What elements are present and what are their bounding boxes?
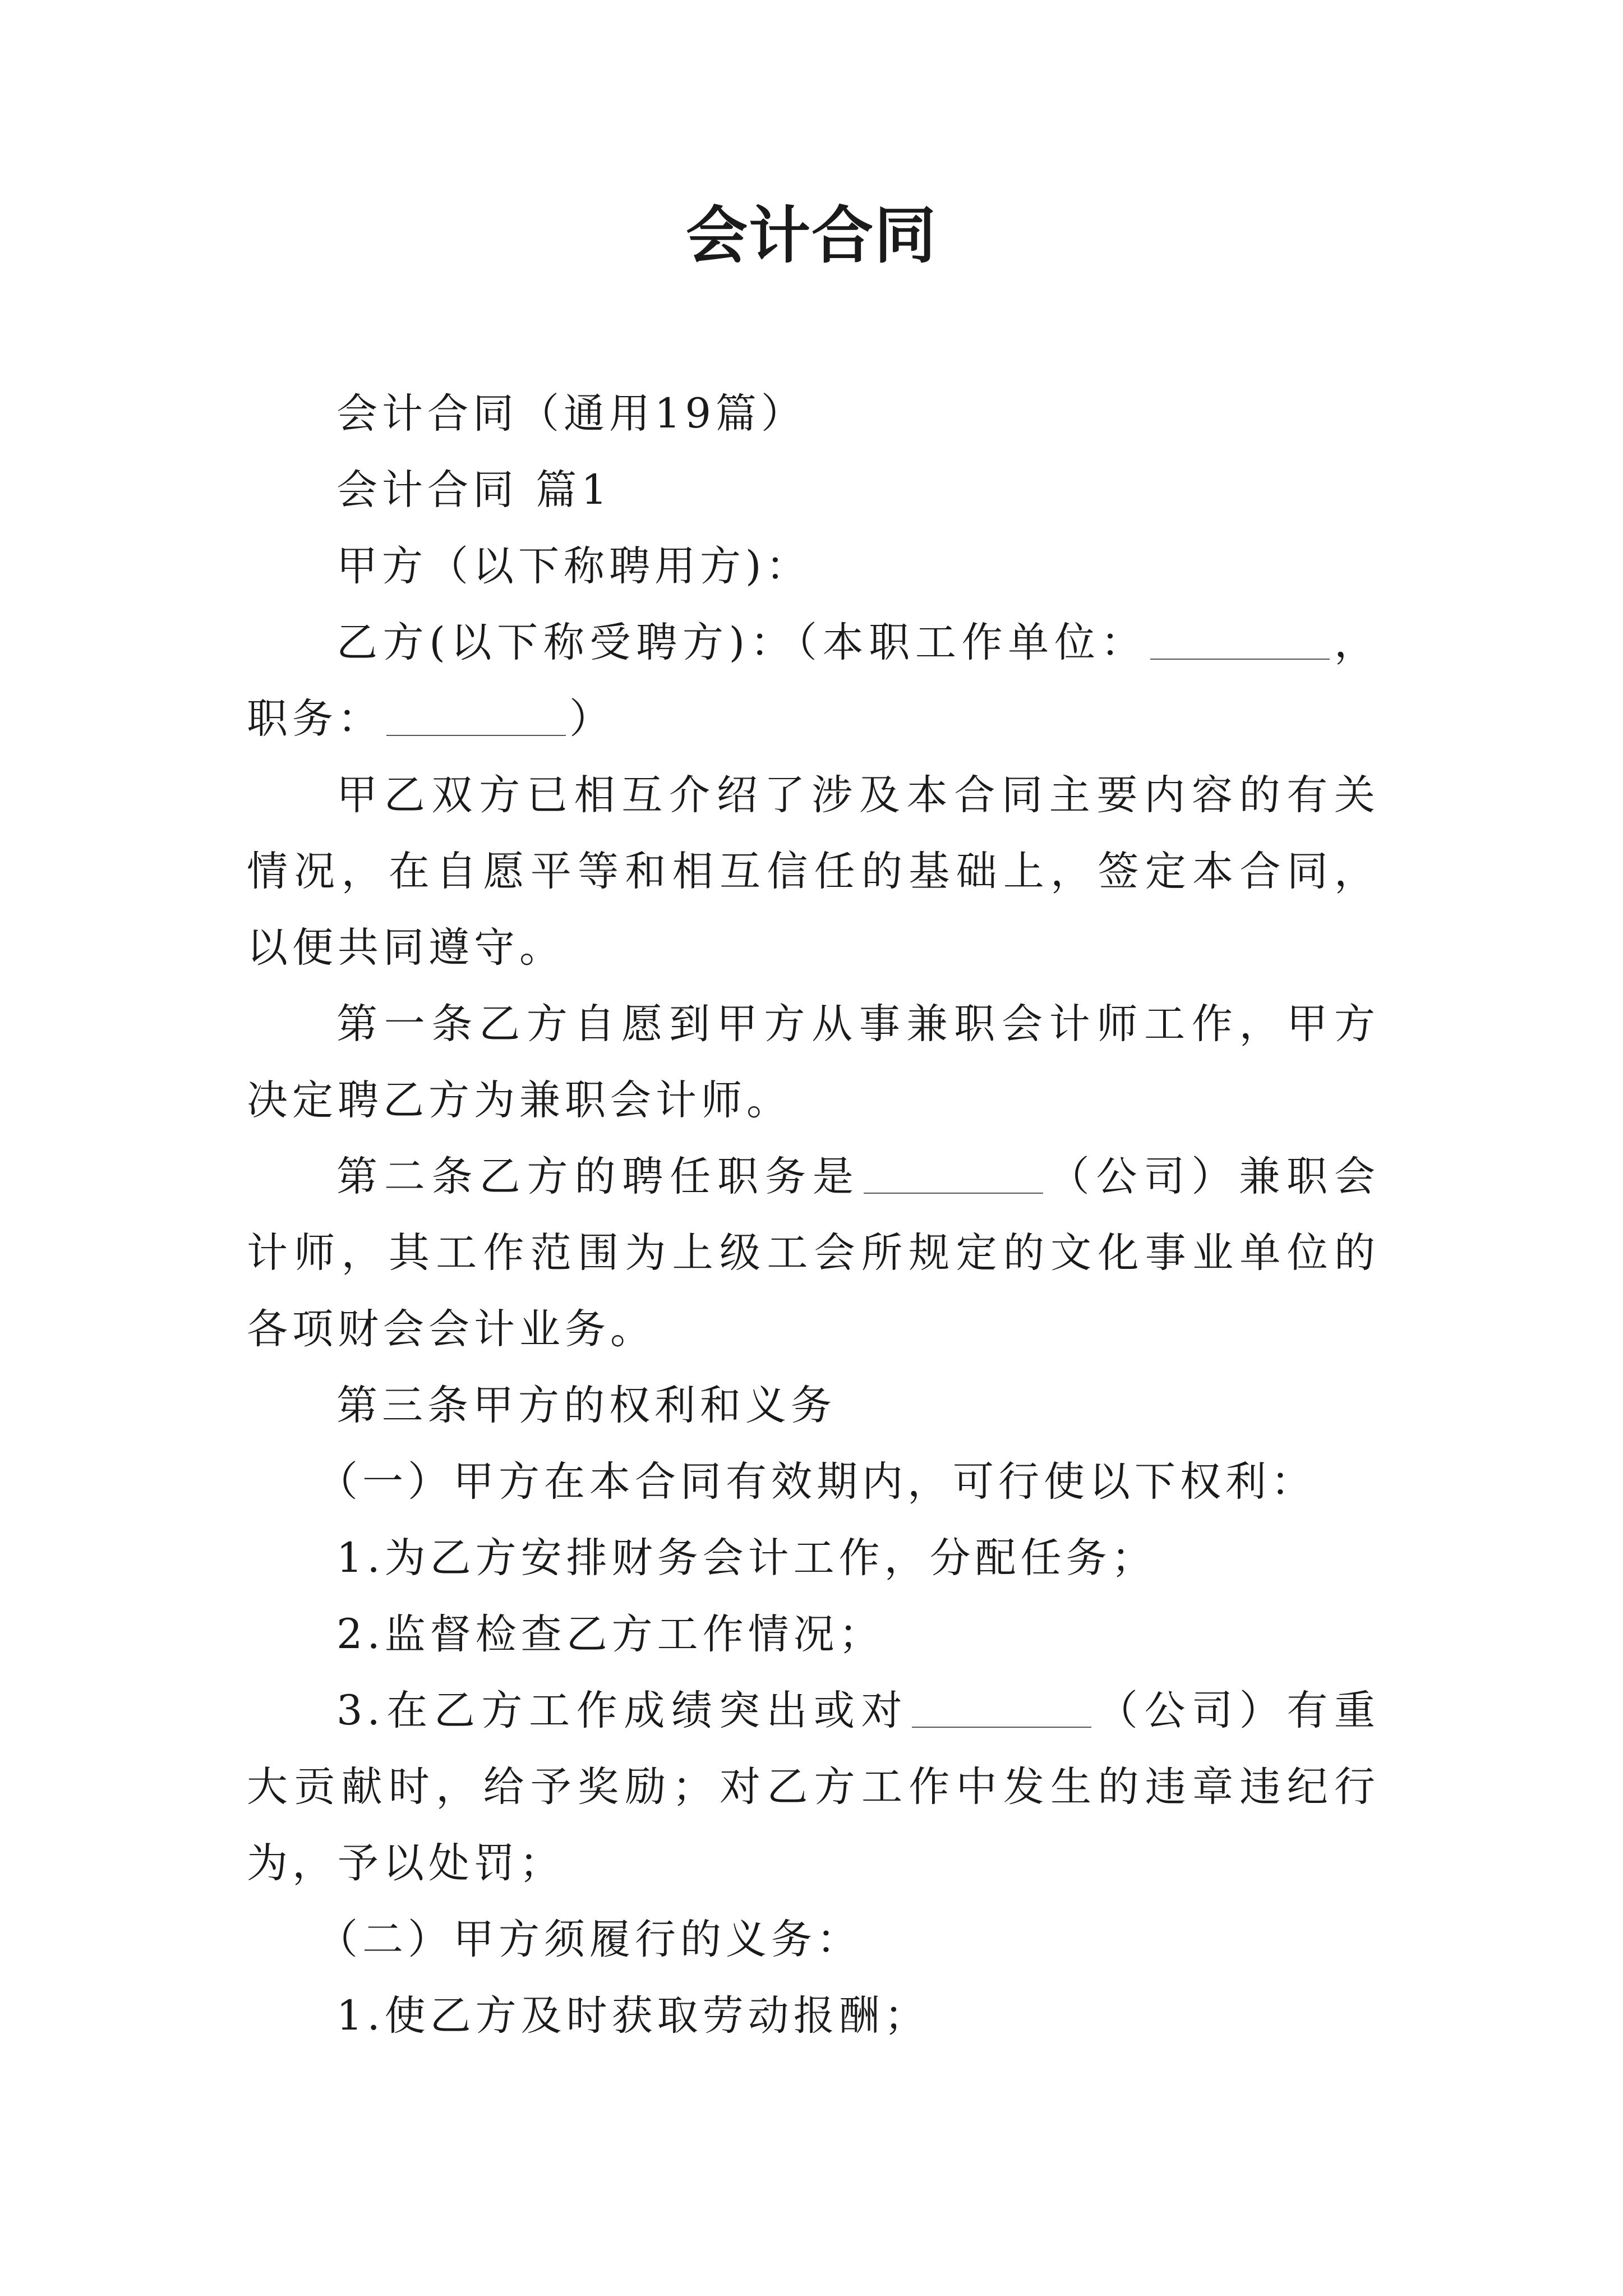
paragraph-rights-heading: （一）甲方在本合同有效期内，可行使以下权利： — [317, 1458, 1316, 1506]
paragraph-right-2: 2.监督检查乙方工作情况； — [336, 1611, 884, 1658]
paragraph-heading-collection: 会计合同（通用19篇） — [336, 390, 806, 438]
blank-field-company — [864, 1159, 1043, 1194]
blank-field-work-unit — [1150, 625, 1330, 660]
paragraph-article-3: 第三条甲方的权利和义务 — [336, 1382, 836, 1429]
paragraph-right-1: 1.为乙方安排财务会计工作，分配任务； — [336, 1534, 1157, 1582]
document-title: 会计合同 — [686, 200, 937, 272]
paragraph-right-3: 3.在乙方工作成绩突出或对 （公司）有重大贡献时，给予奖励；对乙方工作中发生的违章违纪行为，予以处罚； — [247, 1687, 1380, 1887]
blank-field-company-2 — [912, 1693, 1091, 1728]
paragraph-article-2: 第二条乙方的聘任职务是 （公司）兼职会计师，其工作范围为上级工会所规定的文化事业单位的各项财会会计业务。 — [247, 1153, 1380, 1353]
paragraph-section-title: 会计合同 篇1 — [336, 466, 612, 514]
paragraph-party-b: 乙方(以下称受聘方)：（本职工作单位： ，职务： ） — [247, 619, 1380, 743]
blank-field-position — [386, 701, 566, 736]
paragraph-obligations-heading: （二）甲方须履行的义务： — [317, 1916, 862, 1963]
paragraph-party-a: 甲方（以下称聘用方)： — [336, 542, 811, 590]
paragraph-obligation-1: 1.使乙方及时获取劳动报酬； — [336, 1992, 930, 2040]
paragraph-article-1: 第一条乙方自愿到甲方从事兼职会计师工作，甲方决定聘乙方为兼职会计师。 — [247, 1000, 1380, 1124]
document-body — [247, 376, 1380, 2054]
paragraph-preamble: 甲乙双方已相互介绍了涉及本合同主要内容的有关情况，在自愿平等和相互信任的基础上，签定本合同，以便共同遵守。 — [247, 771, 1380, 972]
